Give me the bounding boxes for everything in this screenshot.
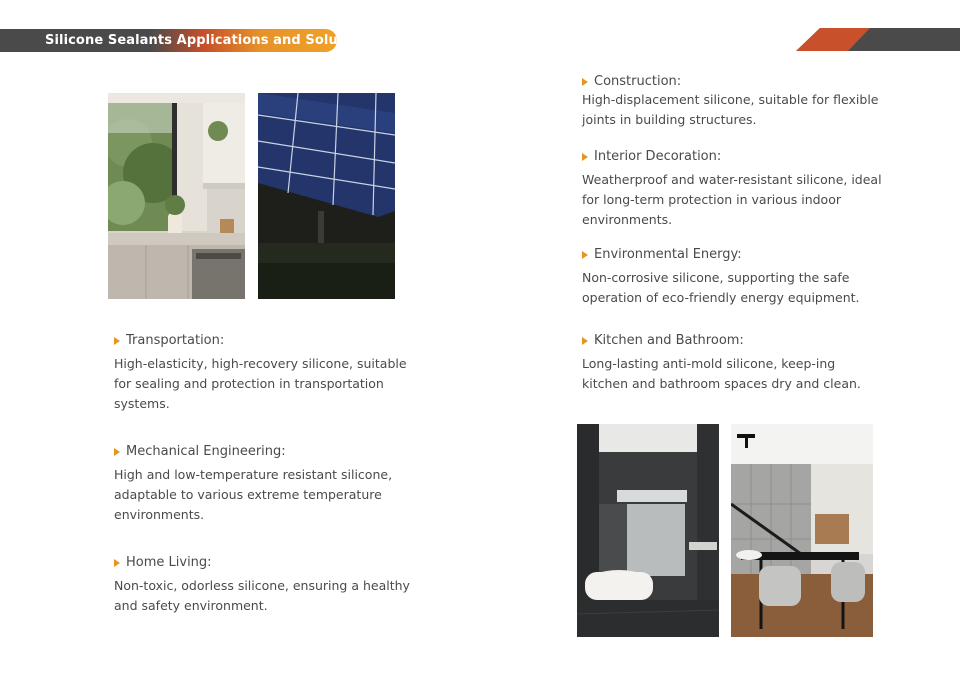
section-mechanical-engineering — [114, 444, 414, 525]
section-body: Long-lasting anti-mold silicone, keep-ing kitchen and bathroom spaces dry and clean. — [582, 356, 861, 391]
bullet-triangle-icon — [114, 448, 120, 456]
section-interior-decoration — [582, 149, 882, 230]
corner-decoration — [796, 28, 960, 51]
bathroom-photo — [577, 424, 719, 637]
section-body: Non-toxic, odorless silicone, ensuring a healthy and safety environment. — [114, 578, 410, 613]
kitchen-photo — [108, 93, 245, 299]
section-title: Construction: — [594, 74, 682, 89]
page-title: Silicone Sealants Applications and Solutions — [45, 33, 375, 48]
section-title: Home Living: — [126, 555, 212, 570]
section-title: Environmental Energy: — [594, 247, 742, 262]
bullet-triangle-icon — [582, 78, 588, 86]
bullet-triangle-icon — [582, 251, 588, 259]
section-body: High-displacement silicone, suitable for flexible joints in building structures. — [582, 92, 879, 127]
section-kitchen-bathroom — [582, 333, 882, 394]
section-title: Interior Decoration: — [594, 149, 722, 164]
section-title: Transportation: — [126, 333, 225, 348]
section-environmental-energy — [582, 247, 882, 308]
section-body: Weatherproof and water-resistant silicone, ideal for long-term protection in various indoor environments. — [582, 172, 882, 227]
interior-dining-photo — [731, 424, 873, 637]
solar-panel-photo — [258, 93, 395, 299]
bullet-triangle-icon — [114, 337, 120, 345]
section-body: Non-corrosive silicone, supporting the safe operation of eco-friendly energy equipment. — [582, 270, 860, 305]
bullet-triangle-icon — [582, 337, 588, 345]
section-construction — [582, 74, 882, 130]
section-body: High-elasticity, high-recovery silicone, suitable for sealing and protection in transportation systems. — [114, 356, 407, 411]
section-title: Mechanical Engineering: — [126, 444, 286, 459]
section-body: High and low-temperature resistant silicone, adaptable to various extreme temperature environments. — [114, 467, 393, 522]
bullet-triangle-icon — [582, 153, 588, 161]
section-title: Kitchen and Bathroom: — [594, 333, 744, 348]
bullet-triangle-icon — [114, 559, 120, 567]
section-home-living — [114, 555, 414, 616]
section-transportation — [114, 333, 414, 414]
